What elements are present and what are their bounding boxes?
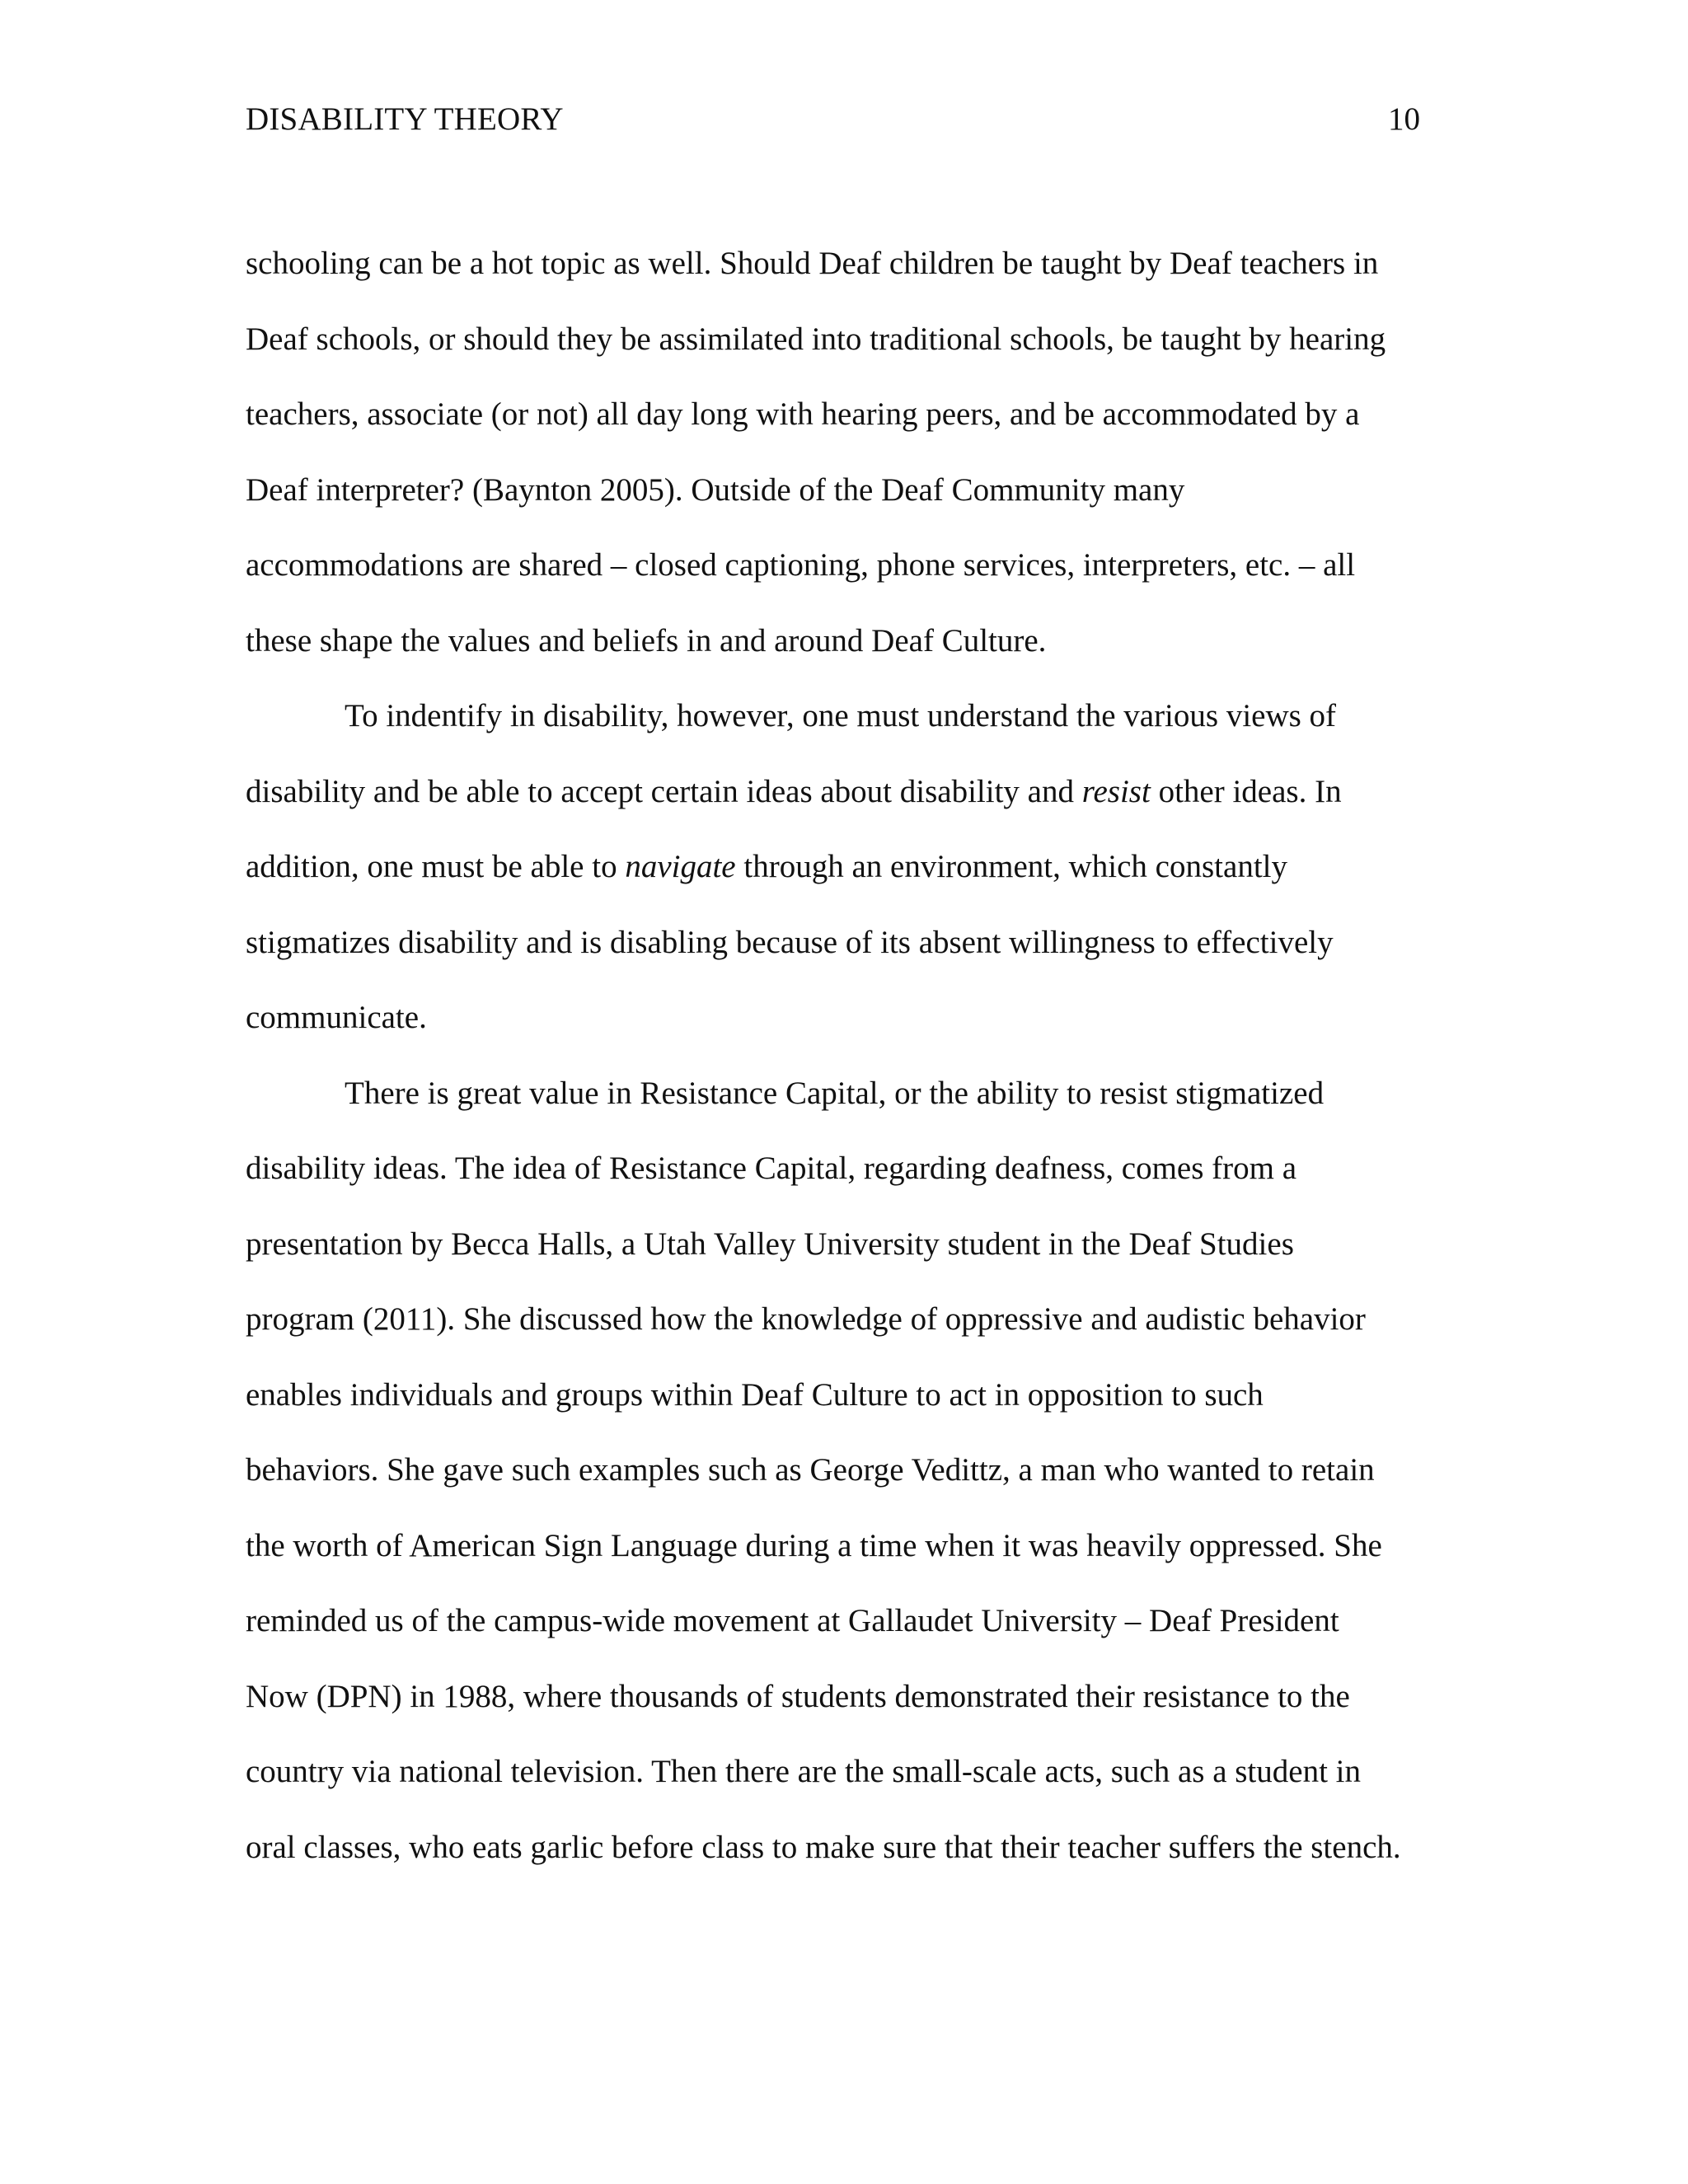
text-line-with-emphasis [246,770,1441,846]
text-line: the worth of American Sign Language during a time when it was heavily oppressed. She [246,1527,1382,1563]
text-line: Deaf interpreter? (Baynton 2005). Outside of the Deaf Community many [246,471,1185,508]
running-head: DISABILITY THEORY [246,101,564,137]
text-line: behaviors. She gave such examples such as George Vedittz, a man who wanted to retain [246,1452,1375,1488]
paragraph-start-line: To indentify in disability, however, one must understand the various views of [345,698,1337,733]
text-line: enables individuals and groups within Deaf Culture to act in opposition to such [246,1376,1264,1413]
emphasis-resist: resist [1081,773,1151,809]
text-line: accommodations are shared – closed captioning, phone services, interpreters, etc. – all [246,547,1356,583]
text-line: these shape the values and beliefs in and around Deaf Culture. [246,622,1047,658]
text-line: oral classes, who eats garlic before class to make sure that their teacher suffers the stench. [246,1829,1401,1865]
text-line-with-emphasis [246,845,1441,921]
text-line: communicate. [246,1000,427,1035]
text-line: teachers, associate (or not) all day long with hearing peers, and be accommodated by a [246,396,1360,432]
body-text [246,241,1441,1900]
emphasis-navigate: navigate [625,849,736,884]
text-line: schooling can be a hot topic as well. Should Deaf children be taught by Deaf teachers in [246,246,1379,281]
text-run: other ideas. In [1150,773,1342,809]
text-line: disability ideas. The idea of Resistance Capital, regarding deafness, comes from a [246,1151,1297,1186]
paragraph-start-line: There is great value in Resistance Capital, or the ability to resist stigmatized [345,1075,1325,1111]
text-run: disability and be able to accept certain ideas about disability and [246,773,1082,809]
text-line: presentation by Becca Halls, a Utah Valley University student in the Deaf Studies [246,1226,1294,1262]
text-run: through an environment, which constantly [735,849,1287,884]
text-line: reminded us of the campus-wide movement at Gallaudet University – Deaf President [246,1603,1339,1638]
text-line: Deaf schools, or should they be assimilated into traditional schools, be taught by hearing [246,321,1386,357]
text-line: stigmatizes disability and is disabling because of its absent willingness to effectively [246,924,1334,960]
text-line: country via national television. Then there are the small-scale acts, such as a student in [246,1754,1362,1789]
page-number: 10 [1388,101,1420,137]
text-run: addition, one must be able to [246,849,626,884]
text-line: Now (DPN) in 1988, where thousands of students demonstrated their resistance to the [246,1678,1350,1714]
text-line: program (2011). She discussed how the knowledge of oppressive and audistic behavior [246,1301,1366,1337]
